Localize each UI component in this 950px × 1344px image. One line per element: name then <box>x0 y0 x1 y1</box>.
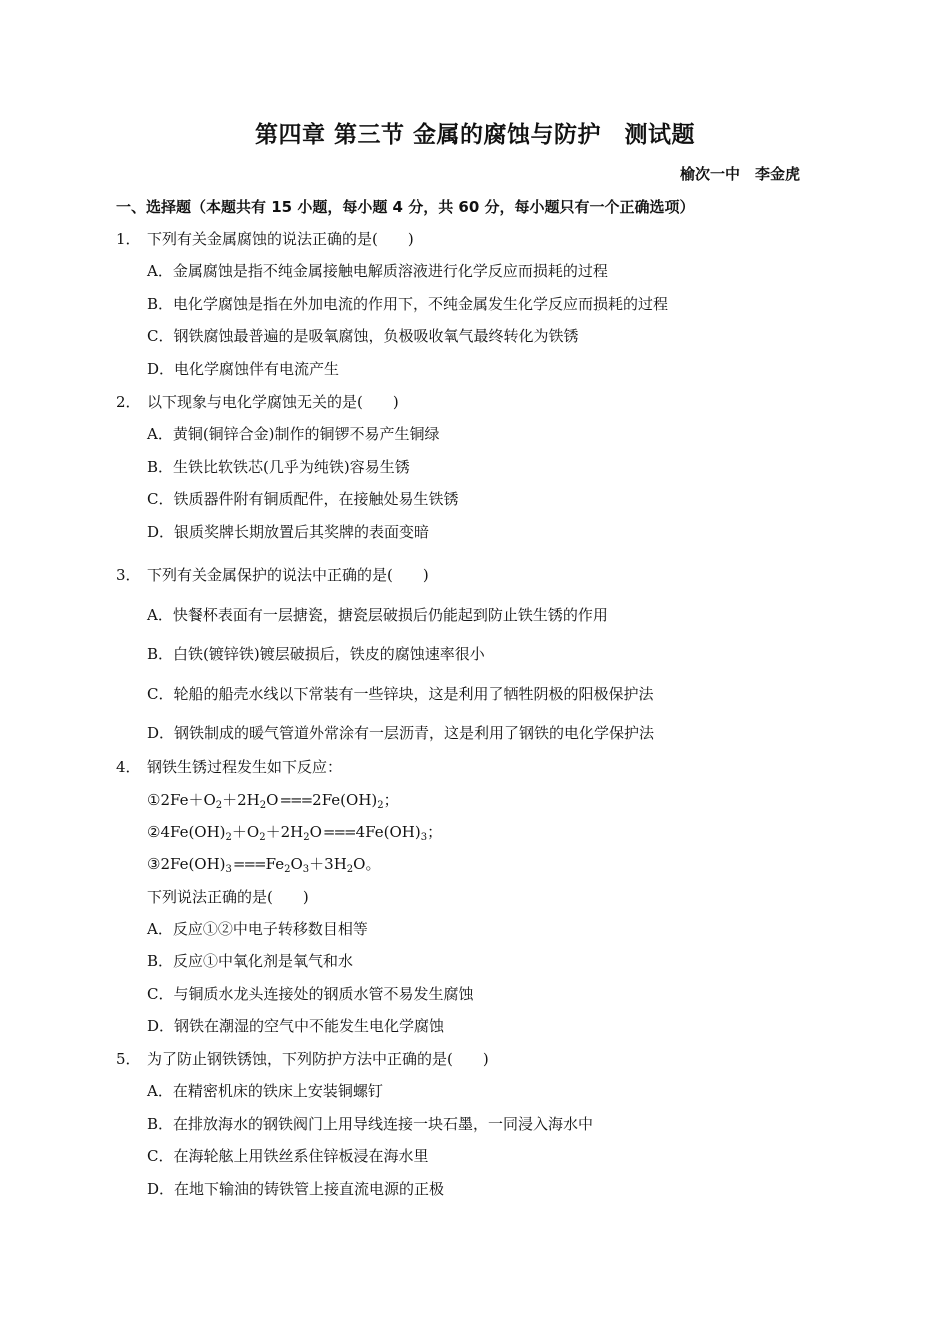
question-3-option-c: C．轮船的船壳水线以下常装有一些锌块，这是利用了牺牲阴极的阳极保护法 <box>147 685 654 703</box>
question-4-option-d: D．钢铁在潮湿的空气中不能发生电化学腐蚀 <box>147 1017 445 1035</box>
question-2-option-a: A．黄铜(铜锌合金)制作的铜锣不易产生铜绿 <box>147 425 440 443</box>
question-number: 2． <box>116 393 141 411</box>
reaction-equation-1: $①2Fe+O_2+2H_2O===2Fe(OH)_2$； <box>147 791 399 811</box>
question-1-stem <box>116 229 414 249</box>
page-title: 第四章 第三节 金属的腐蚀与防护 测试题 <box>254 122 695 148</box>
question-2-option-c: C．铁质器件附有铜质配件，在接触处易生铁锈 <box>147 490 459 508</box>
question-2-option-b: B．生铁比软铁芯(几乎为纯铁)容易生锈 <box>147 458 410 476</box>
question-4-option-b: B．反应①中氧化剂是氧气和水 <box>147 952 354 970</box>
question-1-option-c: C．钢铁腐蚀最普遍的是吸氧腐蚀，负极吸收氧气最终转化为铁锈 <box>147 327 579 345</box>
question-5-stem <box>116 1049 489 1069</box>
question-4-option-a: A．反应①②中电子转移数目相等 <box>147 920 368 938</box>
question-5-option-a: A．在精密机床的铁床上安装铜螺钉 <box>147 1082 383 1100</box>
question-1-option-a: A．金属腐蚀是指不纯金属接触电解质溶液进行化学反应而损耗的过程 <box>147 262 608 280</box>
question-text: 为了防止钢铁锈蚀，下列防护方法中正确的是( ) <box>147 1050 489 1068</box>
question-4-stem <box>116 757 342 777</box>
author-line: 榆次一中 李金虎 <box>679 165 800 183</box>
reaction-equation-3: $③2Fe(OH)_3===Fe_2O_3+3H_2O$。 <box>147 855 381 875</box>
question-number: 1． <box>116 230 141 248</box>
question-5-option-c: C．在海轮舷上用铁丝系住锌板浸在海水里 <box>147 1147 429 1165</box>
question-4-sub-stem: 下列说法正确的是( ) <box>147 888 309 906</box>
question-1-option-d: D．电化学腐蚀伴有电流产生 <box>147 360 340 378</box>
question-number: 3． <box>116 566 141 584</box>
question-3-stem <box>116 565 429 585</box>
question-5-option-b: B．在排放海水的钢铁阀门上用导线连接一块石墨，一同浸入海水中 <box>147 1115 594 1133</box>
question-number: 4． <box>116 758 141 776</box>
question-5-option-d: D．在地下输油的铸铁管上接直流电源的正极 <box>147 1180 445 1198</box>
question-text: 钢铁生锈过程发生如下反应： <box>147 758 343 776</box>
question-1-option-b: B．电化学腐蚀是指在外加电流的作用下，不纯金属发生化学反应而损耗的过程 <box>147 295 669 313</box>
reaction-equation-2: $②4Fe(OH)_2+O_2+2H_2O===4Fe(OH)_3$； <box>147 823 443 843</box>
question-2-option-d: D．银质奖牌长期放置后其奖牌的表面变暗 <box>147 523 430 541</box>
section-heading: 一、选择题（本题共有 15 小题，每小题 4 分，共 60 分，每小题只有一个正确选项） <box>116 198 695 216</box>
question-text: 下列有关金属腐蚀的说法正确的是( ) <box>147 230 414 248</box>
question-2-stem <box>116 392 399 412</box>
question-3-option-b: B．白铁(镀锌铁)镀层破损后，铁皮的腐蚀速率很小 <box>147 645 485 663</box>
question-3-option-d: D．钢铁制成的暖气管道外常涂有一层沥青，这是利用了钢铁的电化学保护法 <box>147 724 655 742</box>
question-text: 下列有关金属保护的说法中正确的是( ) <box>147 566 429 584</box>
question-text: 以下现象与电化学腐蚀无关的是( ) <box>147 393 399 411</box>
question-4-option-c: C．与铜质水龙头连接处的钢质水管不易发生腐蚀 <box>147 985 474 1003</box>
question-number: 5． <box>116 1050 141 1068</box>
question-3-option-a: A．快餐杯表面有一层搪瓷，搪瓷层破损后仍能起到防止铁生锈的作用 <box>147 606 608 624</box>
